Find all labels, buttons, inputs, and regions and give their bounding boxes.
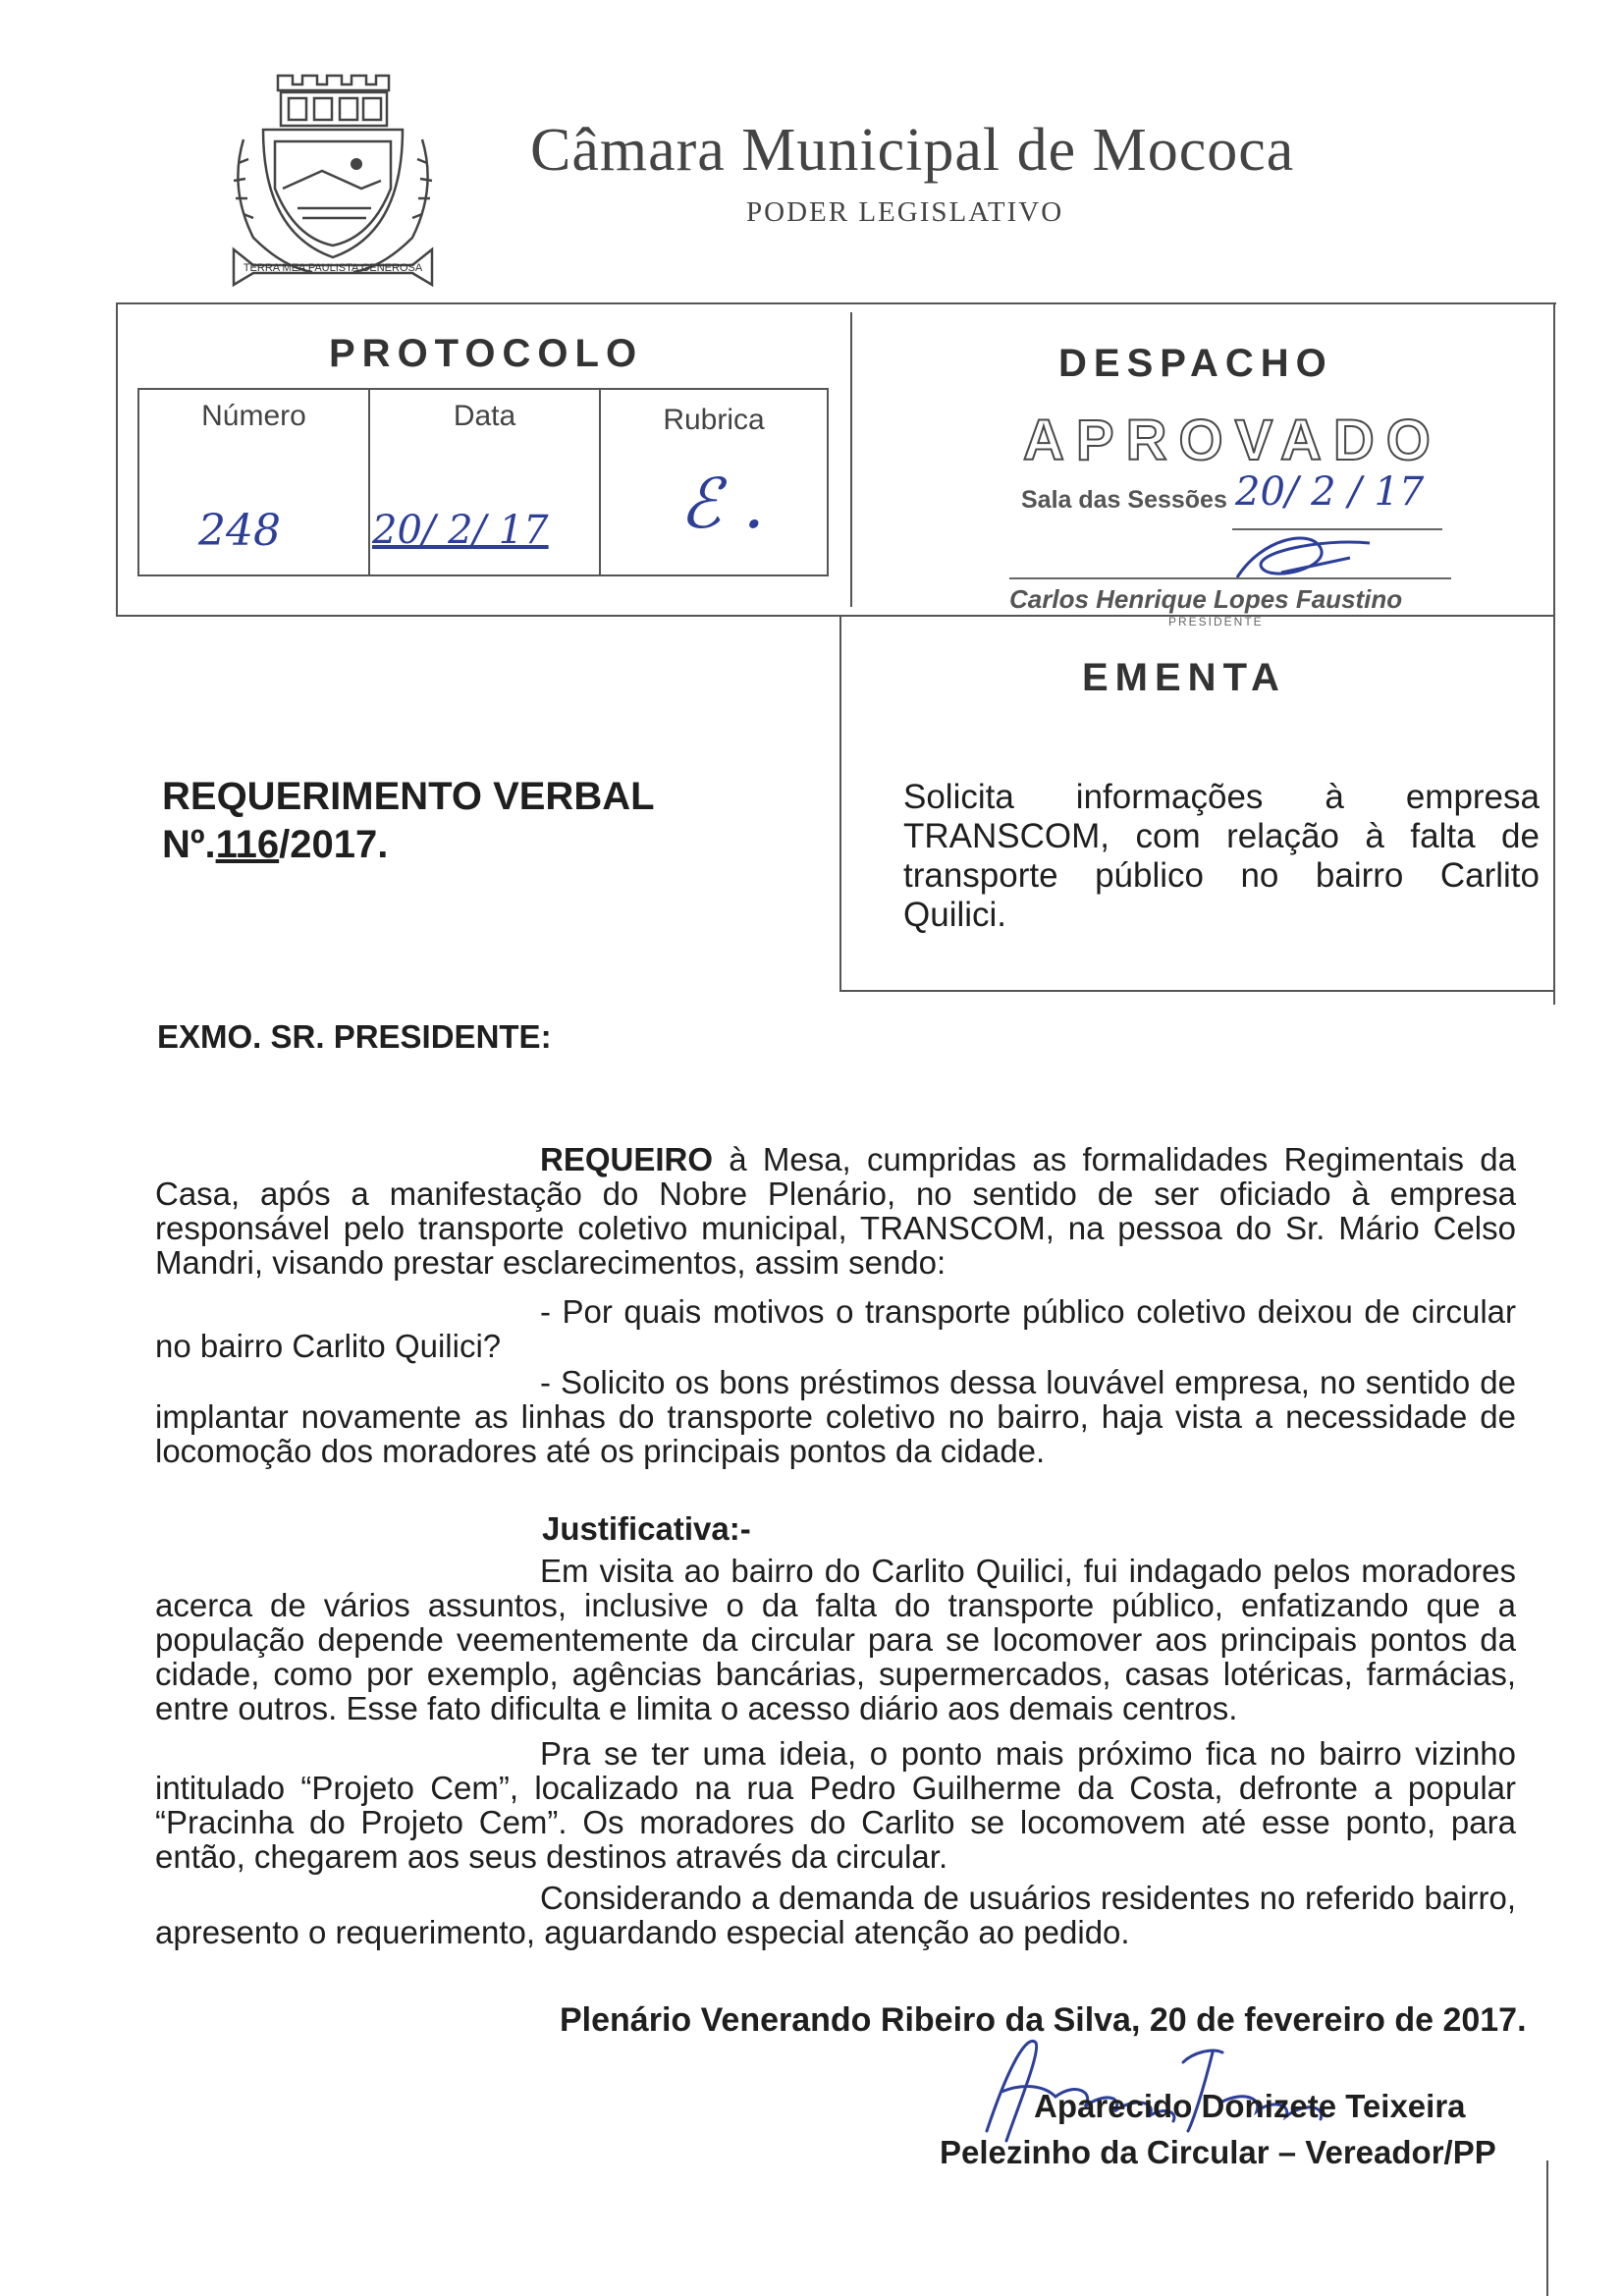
frame-middle-line [850,312,852,607]
paragraph-justificativa-3 [155,1881,1516,1949]
protocolo-rubrica-cell [601,390,827,574]
stamp-date: 20/ 2 / 17 [1235,469,1425,515]
salutation: EXMO. SR. PRESIDENTE: [157,1018,552,1055]
ementa-title: EMENTA [1082,656,1286,699]
protocolo-numero-header: Número [201,400,306,432]
justificativa-2-text: Pra se ter uma ideia, o ponto mais próximo fica no bairro vizinho intitulado “Projeto Cem”, localizado na rua Pedro Guilherme da Costa, defronte a popular “Pracinha do Projeto Cem”. Os moradores do Carlito se locomovem até esse ponto, para então, chegarem aos seus destinos através da circular. [155,1735,1516,1875]
frame-left-line [116,302,118,617]
stamp-signer-name: Carlos Henrique Lopes Faustino [1009,584,1403,614]
justificativa-3-text: Considerando a demanda de usuários residentes no referido bairro, apresento o requerimento, aguardando especial atenção ao pedido. [155,1880,1516,1950]
institution-name: Câmara Municipal de Mococa [530,117,1295,184]
ementa-text: Solicita informações à empresa TRANSCOM, com relação à falta de transporte público no bairro Carlito Quilici. [903,778,1540,934]
item-2-text: - Solicito os bons préstimos dessa louvável empresa, no sentido de implantar novamente as linhas do transporte coletivo no bairro, haja vista a necessidade de locomoção dos moradores até os principais pontos da cidade. [155,1364,1516,1469]
protocolo-table [137,388,829,576]
stamp-sala-label: Sala das Sessões [1021,486,1227,514]
justificativa-title: Justificativa:- [542,1510,751,1547]
stamp-aprovado: APROVADO [1023,409,1442,472]
crest-motto: TERRA MEA PAULISTA GENEROSA [243,262,423,274]
protocolo-data-cell [370,390,601,574]
paragraph-item-2 [155,1365,1516,1468]
paragraph-justificativa-1 [155,1554,1516,1725]
requeiro-text: à Mesa, cumpridas as formalidades Regimentais da Casa, após a manifestação do Nobre Plenário, no sentido de ser oficiado à empresa responsável pelo transporte coletivo municipal, TRANSCOM, na pessoa do Sr. Mário Celso Mandri, visando prestar esclarecimentos, assim sendo: [155,1141,1516,1281]
protocolo-rubrica-header: Rubrica [663,404,765,436]
requerimento-number-prefix: Nº. [162,823,216,866]
protocolo-data-value: 20/ 2/ 17 [372,508,549,553]
protocolo-data-header: Data [453,400,516,432]
requeiro-lead: REQUEIRO [540,1141,714,1177]
justificativa-1-text: Em visita ao bairro do Carlito Quilici, fui indagado pelos moradores acerca de vários assuntos, inclusive o da falta do transporte público, enfatizando que a população depende veementemente da circular para se locomover aos principais pontos da cidade, como por exemplo, agências bancárias, supermercados, casas lotéricas, farmácias, entre outros. Esse fato dificulta e limita o acesso diário aos demais centros. [155,1553,1516,1726]
ementa-left-line [839,615,841,991]
requerimento-number-suffix: /2017. [279,823,389,866]
ementa-bottom-line [839,990,1555,992]
frame-divider-line [116,615,1554,617]
despacho-title: DESPACHO [1058,342,1333,385]
paragraph-item-1 [155,1294,1516,1363]
requerimento-title: REQUERIMENTO VERBAL [162,775,655,818]
protocolo-numero-cell [139,390,370,574]
municipal-crest-icon [224,71,442,299]
signer-role: Pelezinho da Circular – Vereador/PP [940,2134,1496,2170]
frame-top-line [116,302,1556,304]
institution-subtitle: PODER LEGISLATIVO [746,196,1064,228]
closing-line: Plenário Venerando Ribeiro da Silva, 20 de fevereiro de 2017. [560,2001,1527,2039]
paragraph-requeiro [155,1142,1516,1280]
protocolo-rubrica-mark: ℰ . [679,464,765,544]
protocolo-title: PROTOCOLO [329,332,644,375]
page-right-margin-line [1546,2160,1548,2296]
signer-name: Aparecido Donizete Teixeira [1034,2088,1466,2124]
stamp-signer-role: PRESIDENTE [1168,615,1264,629]
requerimento-number [162,821,388,868]
protocolo-numero-value: 248 [198,506,281,556]
requerimento-number-value: 116 [215,823,280,866]
item-1-text: - Por quais motivos o transporte público coletivo deixou de circular no bairro Carlito Quilici? [155,1293,1516,1364]
stamp-signature-line [1009,577,1451,579]
frame-right-line [1553,302,1555,1005]
paragraph-justificativa-2 [155,1736,1516,1874]
